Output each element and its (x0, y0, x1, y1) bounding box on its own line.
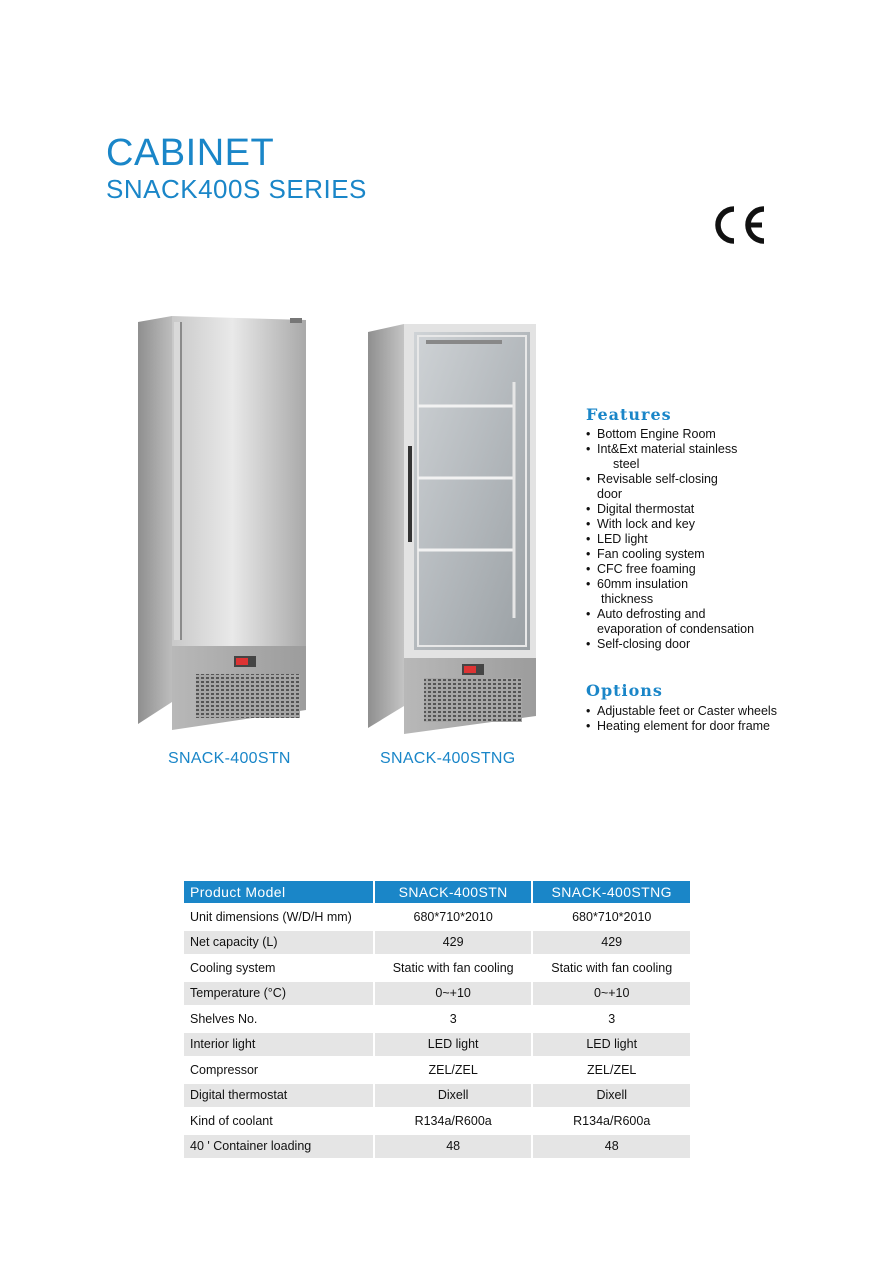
table-cell: Interior light (184, 1033, 373, 1057)
table-cell: Static with fan cooling (373, 956, 532, 980)
features-list (586, 427, 786, 652)
table-cell: 48 (531, 1135, 690, 1159)
table-cell: 429 (373, 931, 532, 955)
table-cell: Temperature (°C) (184, 982, 373, 1006)
table-cell: 0~+10 (373, 982, 532, 1006)
table-cell: Digital thermostat (184, 1084, 373, 1108)
product-image-glass-door (362, 318, 540, 734)
table-cell: Net capacity (L) (184, 931, 373, 955)
options-list (586, 704, 826, 734)
table-cell: 680*710*2010 (373, 905, 532, 929)
list-item: • 60mm insulation thickness (586, 577, 786, 607)
table-row (184, 1058, 690, 1082)
table-cell: Dixell (373, 1084, 532, 1108)
table-cell: 3 (531, 1007, 690, 1031)
table-cell: 0~+10 (531, 982, 690, 1006)
table-cell: ZEL/ZEL (373, 1058, 532, 1082)
table-cell: 680*710*2010 (531, 905, 690, 929)
table-cell: R134a/R600a (373, 1109, 532, 1133)
list-item: • CFC free foaming (586, 562, 786, 577)
table-header-cell: SNACK-400STN (373, 881, 532, 903)
spec-table (184, 879, 690, 1160)
product-caption: SNACK-400STN (168, 750, 291, 767)
table-row (184, 956, 690, 980)
list-item: • Heating element for door frame (586, 719, 826, 734)
table-row (184, 1109, 690, 1133)
table-cell: Dixell (531, 1084, 690, 1108)
list-item: • LED light (586, 532, 786, 547)
table-row (184, 931, 690, 955)
product-image-solid-door (130, 316, 312, 730)
table-cell: Unit dimensions (W/D/H mm) (184, 905, 373, 929)
page-title: CABINET (106, 132, 275, 174)
list-item: • Revisable self-closing door (586, 472, 786, 502)
table-row (184, 1084, 690, 1108)
table-cell: Shelves No. (184, 1007, 373, 1031)
table-cell: LED light (373, 1033, 532, 1057)
table-cell: ZEL/ZEL (531, 1058, 690, 1082)
table-row (184, 905, 690, 929)
table-header-row (184, 881, 690, 903)
table-cell: 429 (531, 931, 690, 955)
ce-mark-icon (712, 203, 768, 247)
table-row (184, 1135, 690, 1159)
table-header-cell: SNACK-400STNG (531, 881, 690, 903)
list-item: • Digital thermostat (586, 502, 786, 517)
table-cell: Static with fan cooling (531, 956, 690, 980)
list-item: • Adjustable feet or Caster wheels (586, 704, 826, 719)
list-item: • Bottom Engine Room (586, 427, 786, 442)
table-row (184, 1007, 690, 1031)
table-cell: LED light (531, 1033, 690, 1057)
table-cell: 40 ' Container loading (184, 1135, 373, 1159)
table-cell: 48 (373, 1135, 532, 1159)
list-item: • Self-closing door (586, 637, 786, 652)
table-cell: Cooling system (184, 956, 373, 980)
page-subtitle: SNACK400S SERIES (106, 174, 367, 204)
list-item: • With lock and key (586, 517, 786, 532)
table-cell: R134a/R600a (531, 1109, 690, 1133)
options-heading: Options (586, 681, 663, 700)
table-header-cell: Product Model (184, 881, 373, 903)
table-cell: Kind of coolant (184, 1109, 373, 1133)
features-heading: Features (586, 405, 672, 424)
table-row (184, 982, 690, 1006)
table-cell: Compressor (184, 1058, 373, 1082)
table-cell: 3 (373, 1007, 532, 1031)
product-caption: SNACK-400STNG (380, 750, 516, 767)
list-item: • Fan cooling system (586, 547, 786, 562)
table-row (184, 1033, 690, 1057)
list-item: • Int&Ext material stainless steel (586, 442, 786, 472)
list-item: • Auto defrosting and evaporation of condensation (586, 607, 786, 637)
